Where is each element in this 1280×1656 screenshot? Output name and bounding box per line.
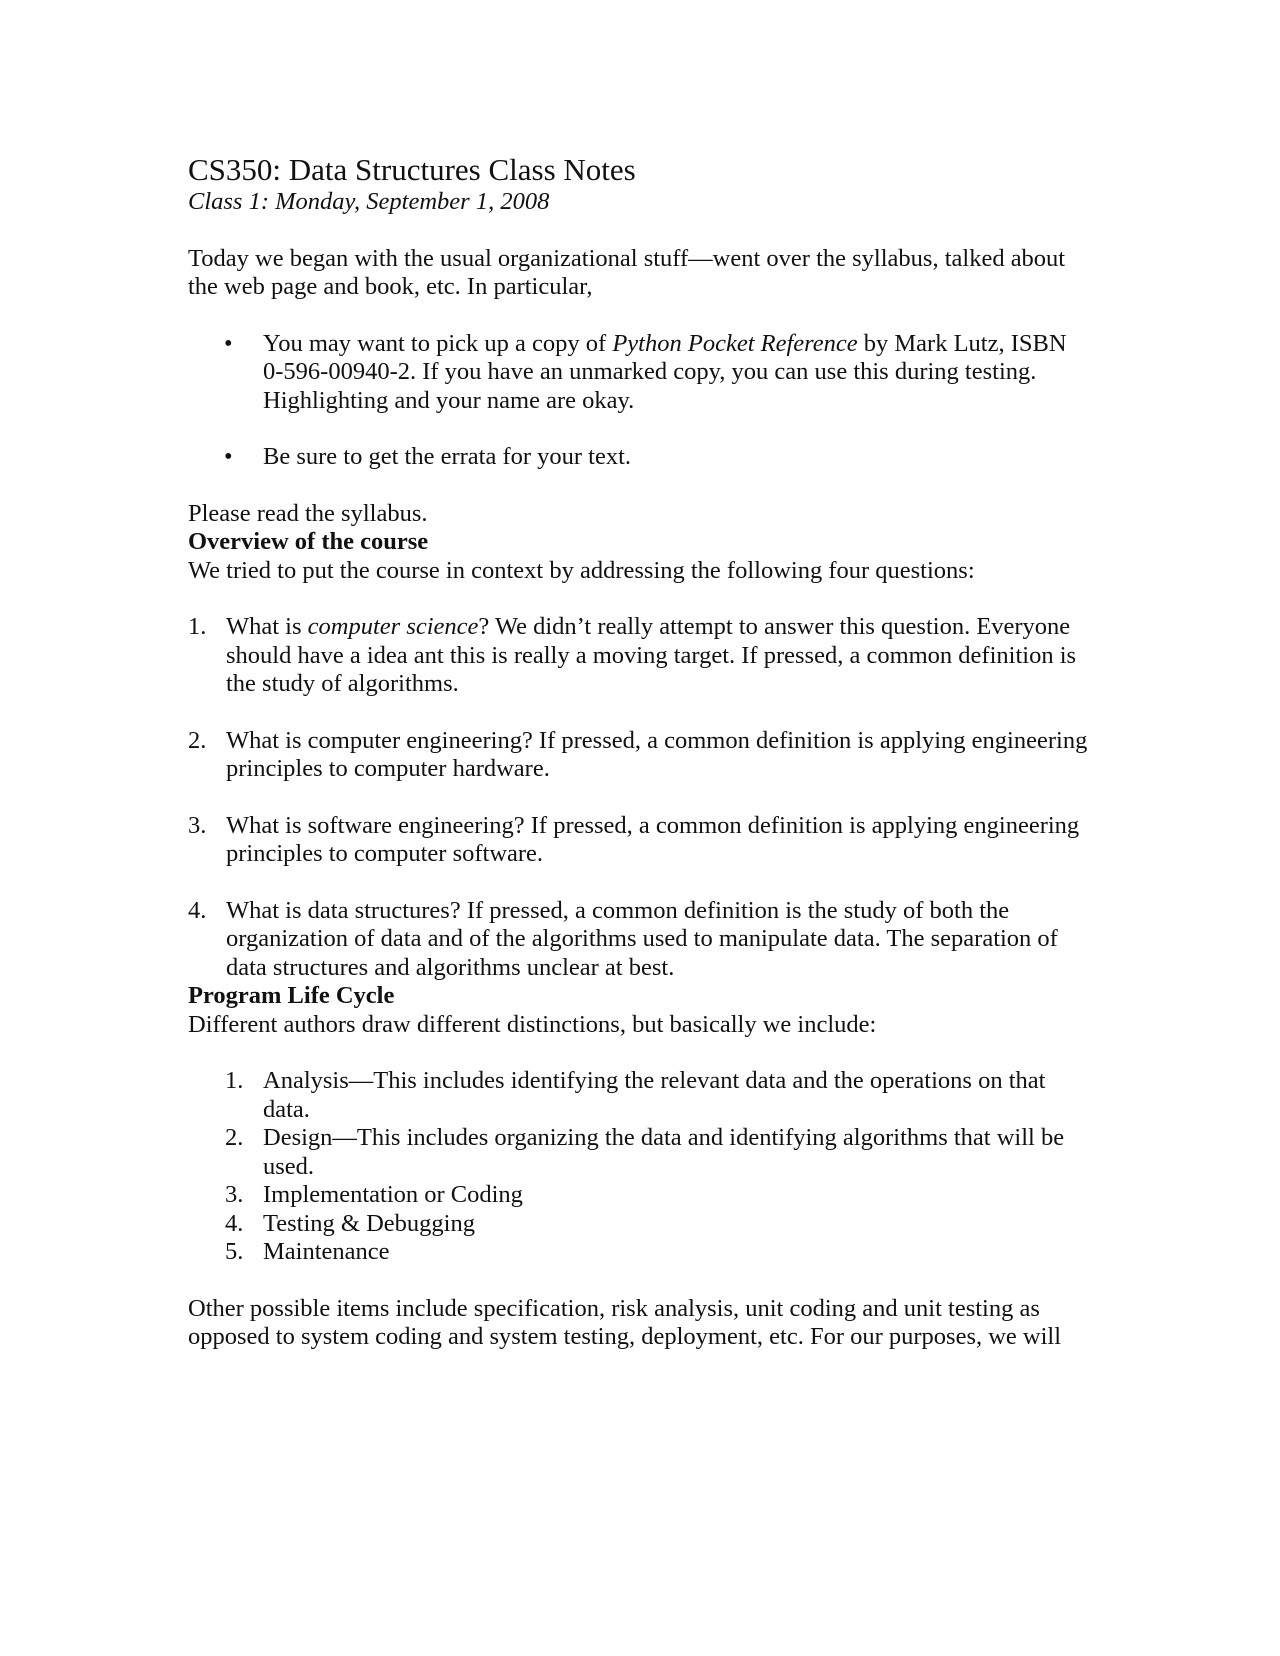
overview-lead: We tried to put the course in context by addressing the following four questions: bbox=[188, 556, 975, 584]
step-text: Testing & Debugging bbox=[263, 1209, 475, 1237]
question-text-start: What is bbox=[226, 613, 308, 640]
closing-note: Please read the syllabus. bbox=[188, 499, 428, 527]
life-cycle-steps-list bbox=[188, 1067, 1093, 1267]
bullet-marker: • bbox=[224, 443, 233, 470]
step-item bbox=[188, 1067, 1093, 1124]
bullet-text-end: by Mark Lutz, ISBN 0-596-00940-2. If you have an unmarked copy, you can use this during testing. Highlighting and your name are okay. bbox=[263, 329, 1067, 414]
intro-paragraph: Today we began with the usual organizational stuff—went over the syllabus, talked about the web page and book, etc. In particular, bbox=[188, 244, 1066, 300]
step-text: Maintenance bbox=[263, 1238, 390, 1265]
book-title: Python Pocket Reference bbox=[612, 329, 858, 357]
question-text: What is software engineering? If pressed, a common definition is applying engineering principles to computer software. bbox=[226, 811, 1080, 867]
question-item bbox=[188, 897, 1093, 983]
question-number: 1. bbox=[188, 613, 207, 640]
life-cycle-lead: Different authors draw different distinctions, but basically we include: bbox=[188, 1010, 877, 1038]
page-title: CS350: Data Structures Class Notes bbox=[188, 152, 636, 187]
question-item bbox=[188, 727, 1093, 784]
step-text: Implementation or Coding bbox=[263, 1181, 523, 1208]
step-number: 5. bbox=[225, 1238, 244, 1265]
question-number: 4. bbox=[188, 896, 207, 924]
step-item bbox=[188, 1124, 1093, 1181]
bullet-item bbox=[188, 443, 1093, 472]
question-text: What is data structures? If pressed, a common definition is the study of both the organization of data and of the algorithms used to manipulate data. The separation of data structures and algorithms unclear at best. bbox=[226, 896, 1058, 981]
step-number: 3. bbox=[225, 1181, 244, 1208]
notes-bullet-list bbox=[188, 330, 1093, 472]
question-number: 2. bbox=[188, 726, 207, 754]
question-item bbox=[188, 812, 1093, 869]
step-item bbox=[188, 1181, 1093, 1210]
bullet-text: Be sure to get the errata for your text. bbox=[263, 443, 632, 470]
step-item bbox=[188, 1210, 1093, 1239]
overview-heading: Overview of the course bbox=[188, 528, 429, 555]
bullet-text-start: You may want to pick up a copy of bbox=[263, 329, 613, 357]
document-body bbox=[188, 152, 1093, 1352]
step-text: Analysis—This includes identifying the relevant data and the operations on that data. bbox=[263, 1067, 1046, 1123]
life-cycle-closing: Other possible items include specification, risk analysis, unit coding and unit testing as opposed to system coding and system testing, deployment, etc. For our purposes, we will bbox=[188, 1294, 1062, 1350]
step-item bbox=[188, 1238, 1093, 1267]
question-text: What is computer engineering? If pressed, a common definition is applying engineering principles to computer hardware. bbox=[226, 726, 1088, 782]
overview-questions-list bbox=[188, 613, 1093, 982]
question-item bbox=[188, 613, 1093, 699]
question-emphasis: computer science bbox=[307, 613, 479, 640]
step-number: 1. bbox=[225, 1067, 244, 1094]
question-text-end: ? We didn’t really attempt to answer this question. Everyone should have a idea ant this is really a moving target. If pressed, a common definition is the study of algorithms. bbox=[226, 613, 1077, 697]
step-number: 2. bbox=[225, 1124, 244, 1151]
question-number: 3. bbox=[188, 811, 207, 839]
page-subtitle: Class 1: Monday, September 1, 2008 bbox=[188, 188, 550, 215]
bullet-item bbox=[188, 330, 1093, 416]
life-cycle-heading: Program Life Cycle bbox=[188, 982, 395, 1009]
step-text: Design—This includes organizing the data and identifying algorithms that will be used. bbox=[263, 1124, 1065, 1180]
step-number: 4. bbox=[225, 1209, 244, 1237]
bullet-marker: • bbox=[224, 329, 233, 357]
